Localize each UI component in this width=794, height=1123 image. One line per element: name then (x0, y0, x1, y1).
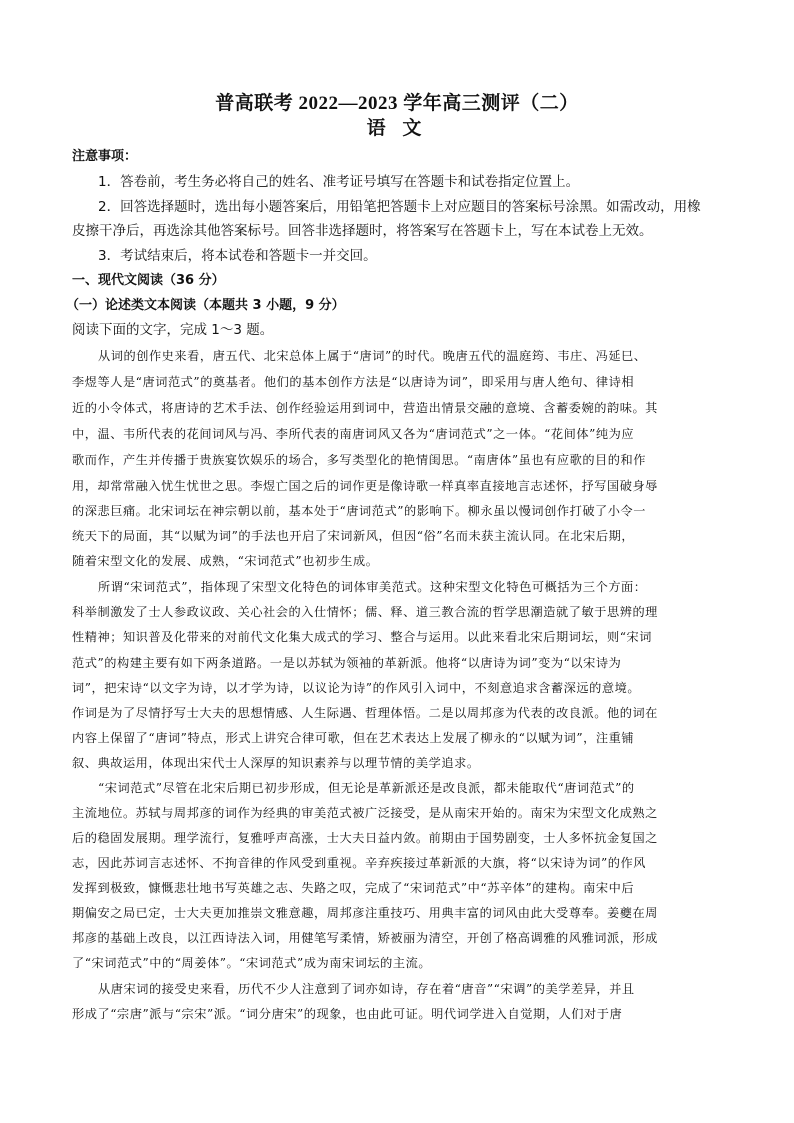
notice-item: 2．回答选择题时，选出每小题答案后，用铅笔把答题卡上对应题目的答案标号涂黑。如需改动，用橡 (98, 199, 701, 215)
passage-line: 叙、典故运用，体现出宋代士人深厚的知识素养与以理节情的美学追求。 (72, 756, 480, 770)
passage-line: 随着宋型文化的发展、成熟，“宋词范式”也初步生成。 (72, 554, 379, 568)
passage-line: 期偏安之局已定，士大夫更加推崇文雅意趣，周邦彦注重技巧、用典丰富的词风由此大受尊奉。姜夔在周 (72, 906, 658, 920)
passage-line: 范式”的构建主要有如下两条道路。一是以苏轼为领袖的革新派。他将“以唐诗为词”变为“以宋诗为 (72, 656, 622, 670)
passage-line: 形成了“宗唐”派与“宗宋”派。“词分唐宋”的现象，也由此可证。明代词学进入自觉期，人们对于唐 (72, 1007, 623, 1021)
reading-instruction: 阅读下面的文字，完成 1～3 题。 (72, 322, 274, 338)
passage-line: 发挥到极致，慷慨悲壮地书写英雄之志、失路之叹，完成了“宋词范式”中“苏辛体”的建构。南宋中后 (72, 881, 635, 895)
passage-line: 从唐宋词的接受史来看，历代不少人注意到了词亦如诗，存在着“唐音”“宋调”的美学差异，并且 (98, 982, 635, 996)
subject-title: 语 文 (366, 118, 428, 139)
passage-line: 主流地位。苏轼与周邦彦的词作为经典的审美范式被广泛接受，是从南宋开始的。南宋为宋型文化成熟之 (72, 806, 658, 820)
passage-line: 作词是为了尽情抒写士大夫的思想情感、人生际遇、哲理体悟。二是以周邦彦为代表的改良派。他的词在 (72, 706, 658, 720)
passage-line: 的深悲巨痛。北宋词坛在神宗朝以前，基本处于“唐词范式”的影响下。柳永虽以慢词创作打破了小令一 (72, 504, 647, 518)
passage-line: 科举制激发了士人参政议政、关心社会的入仕情怀；儒、释、道三教合流的哲学思潮造就了敏于思辨的理 (72, 605, 658, 619)
notice-heading: 注意事项： (72, 149, 138, 164)
passage-line: 李煜等人是“唐词范式”的奠基者。他们的基本创作方法是“以唐诗为词”，即采用与唐人绝句、律诗相 (72, 375, 635, 389)
passage-line: 所谓“宋词范式”，指体现了宋型文化特色的词体审美范式。这种宋型文化特色可概括为三个方面： (98, 580, 647, 594)
passage-line: 用，却常常融入忧生忧世之思。李煜亡国之后的词作更是像诗歌一样真率直接地言志述怀，抒写国破身辱 (72, 479, 658, 493)
sub-heading: （一）论述类文本阅读（本题共 3 小题，9 分） (66, 298, 345, 313)
passage-line: 了“宋词范式”中的“周姜体”。“宋词范式”成为南宋词坛的主流。 (72, 956, 432, 970)
notice-item: 1．答卷前，考生务必将自己的姓名、准考证号填写在答题卡和试卷指定位置上。 (98, 174, 580, 190)
passage-line: 邦彦的基础上改良，以江西诗法入词，用健笔写柔情，矫被丽为清空，开创了格高调雅的风雅词派，形成 (72, 931, 658, 945)
passage-line: 歌而作，产生并传播于贵族宴饮娱乐的场合，多写类型化的艳情闺思。“南唐体”虽也有应歌的目的和作 (72, 453, 647, 467)
passage-line: 统天下的局面，其“以赋为词”的手法也开启了宋词新风，但因“俗”名而未获主流认同。在北宋后期， (72, 529, 635, 543)
passage-line: 词”，把宋诗“以文字为诗，以才学为诗，以议论为诗”的作风引入词中，不刻意追求含蓄深远的意境。 (72, 681, 641, 695)
passage-line: “宋词范式”尽管在北宋后期已初步形成，但无论是革新派还是改良派，都未能取代“唐词范式”的 (98, 781, 635, 795)
passage-line: 内容上保留了“唐词”特点，形式上讲究合律可歌，但在艺术表达上发展了柳永的“以赋为词”，注重铺 (72, 731, 635, 745)
notice-item: 3．考试结束后，将本试卷和答题卡一并交回。 (98, 248, 377, 264)
passage-line: 从词的创作史来看，唐五代、北宋总体上属于“唐词”的时代。晚唐五代的温庭筠、韦庄、冯延巳、 (98, 349, 647, 363)
exam-title: 普高联考 2022—2023 学年高三测评（二） (215, 93, 579, 114)
passage-line: 近的小令体式，将唐诗的艺术手法、创作经验运用到词中，营造出情景交融的意境、含蓄委婉的韵味。其 (72, 401, 658, 415)
passage-line: 性精神；知识普及化带来的对前代文化集大成式的学习、整合与运用。以此来看北宋后期词坛，则“宋词 (72, 630, 652, 644)
passage-line: 中，温、韦所代表的花间词风与冯、李所代表的南唐词风又各为“唐词范式”之一体。“花间体”纯为应 (72, 427, 635, 441)
passage-line: 志，因此苏词言志述怀、不拘音律的作风受到重视。辛弃疾接过革新派的大旗，将“以宋诗为词”的作风 (72, 856, 647, 870)
part-heading: 一、现代文阅读（36 分） (72, 273, 225, 288)
passage-line: 后的稳固发展期。理学流行，复雅呼声高涨，士大夫日益内敛。前期由于国势剧变，士人多怀抗金复国之 (72, 831, 658, 845)
notice-item: 皮擦干净后，再选涂其他答案标号。回答非选择题时，将答案写在答题卡上，写在本试卷上无效。 (72, 223, 653, 239)
